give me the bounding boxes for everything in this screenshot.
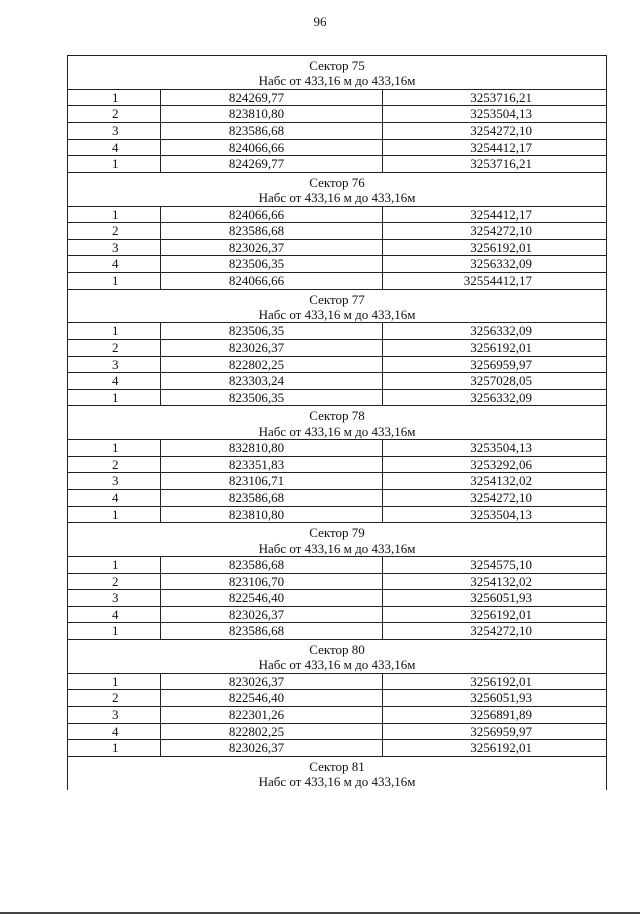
sector-header	[68, 639, 607, 673]
sector-header-row	[68, 289, 607, 323]
sector-elevation: Набс от 433,16 м до 433,16м	[258, 190, 416, 206]
coordinate-x: 823026,37	[161, 606, 383, 623]
point-number: 1	[68, 556, 161, 573]
coordinate-y: 3256332,09	[383, 389, 607, 406]
point-number: 1	[68, 272, 161, 289]
coordinate-y: 3256891,89	[383, 706, 607, 723]
point-number: 3	[68, 590, 161, 607]
table-row	[68, 673, 607, 690]
sector-title: Сектор 77	[309, 291, 365, 307]
point-number: 1	[68, 623, 161, 640]
sector-elevation: Набс от 433,16 м до 433,16м	[258, 540, 416, 556]
sector-title: Сектор 79	[309, 525, 365, 541]
coordinate-x: 823586,68	[161, 223, 383, 240]
point-number: 4	[68, 139, 161, 156]
sector-title: Сектор 80	[309, 641, 365, 657]
coordinates-table	[67, 55, 607, 790]
coordinate-y: 3256332,09	[383, 323, 607, 340]
sector-header-row	[68, 56, 607, 90]
table-row	[68, 740, 607, 757]
coordinate-y: 3254132,02	[383, 573, 607, 590]
point-number: 2	[68, 573, 161, 590]
point-number: 4	[68, 373, 161, 390]
coordinate-y: 3254272,10	[383, 123, 607, 140]
coordinate-x: 824269,77	[161, 156, 383, 173]
point-number: 1	[68, 206, 161, 223]
point-number: 3	[68, 239, 161, 256]
coordinate-y: 3254272,10	[383, 623, 607, 640]
sector-header-row	[68, 406, 607, 440]
coordinate-y: 3256332,09	[383, 256, 607, 273]
coordinate-x: 823303,24	[161, 373, 383, 390]
point-number: 1	[68, 506, 161, 523]
point-number: 1	[68, 323, 161, 340]
table-row	[68, 356, 607, 373]
coordinate-y: 3256192,01	[383, 673, 607, 690]
sector-elevation: Набс от 433,16 м до 433,16м	[258, 73, 416, 89]
point-number: 1	[68, 89, 161, 106]
coordinate-x: 822546,40	[161, 590, 383, 607]
coordinate-x: 824066,66	[161, 272, 383, 289]
table-row	[68, 473, 607, 490]
table-row	[68, 139, 607, 156]
coordinate-x: 823586,68	[161, 556, 383, 573]
table-row	[68, 506, 607, 523]
sector-header	[68, 523, 607, 557]
sector-title: Сектор 78	[309, 408, 365, 424]
coordinate-x: 822802,25	[161, 356, 383, 373]
coordinate-y: 3256959,97	[383, 723, 607, 740]
coordinate-y: 32554412,17	[383, 272, 607, 289]
table-row	[68, 106, 607, 123]
coordinate-x: 823810,80	[161, 106, 383, 123]
sector-elevation: Набс от 433,16 м до 433,16м	[258, 774, 416, 790]
coordinate-x: 824269,77	[161, 89, 383, 106]
point-number: 2	[68, 690, 161, 707]
table-row	[68, 223, 607, 240]
coordinate-y: 3257028,05	[383, 373, 607, 390]
coordinate-x: 822301,26	[161, 706, 383, 723]
coordinate-x: 823026,37	[161, 673, 383, 690]
coordinate-y: 3253504,13	[383, 506, 607, 523]
coordinate-y: 3256051,93	[383, 690, 607, 707]
point-number: 2	[68, 106, 161, 123]
coordinate-x: 823586,68	[161, 489, 383, 506]
coordinate-x: 822802,25	[161, 723, 383, 740]
coordinate-x: 823506,35	[161, 256, 383, 273]
point-number: 2	[68, 456, 161, 473]
sector-header-row	[68, 639, 607, 673]
table-row	[68, 389, 607, 406]
sector-elevation: Набс от 433,16 м до 433,16м	[258, 657, 416, 673]
coordinate-x: 823026,37	[161, 339, 383, 356]
coordinate-y: 3256192,01	[383, 740, 607, 757]
point-number: 2	[68, 223, 161, 240]
point-number: 4	[68, 723, 161, 740]
coordinate-y: 3256959,97	[383, 356, 607, 373]
coordinate-x: 822546,40	[161, 690, 383, 707]
table-row	[68, 206, 607, 223]
coordinate-y: 3254412,17	[383, 139, 607, 156]
table-row	[68, 323, 607, 340]
sector-header-row	[68, 523, 607, 557]
sector-header	[68, 56, 607, 90]
table-row	[68, 723, 607, 740]
point-number: 1	[68, 389, 161, 406]
sector-title: Сектор 76	[309, 174, 365, 190]
table-row	[68, 606, 607, 623]
table-row	[68, 573, 607, 590]
sector-header-row	[68, 172, 607, 206]
table-row	[68, 623, 607, 640]
point-number: 4	[68, 489, 161, 506]
coordinate-y: 3254412,17	[383, 206, 607, 223]
coordinate-y: 3256051,93	[383, 590, 607, 607]
coordinate-y: 3254575,10	[383, 556, 607, 573]
coordinate-x: 823586,68	[161, 623, 383, 640]
table-row	[68, 373, 607, 390]
table-row	[68, 256, 607, 273]
sector-elevation: Набс от 433,16 м до 433,16м	[258, 423, 416, 439]
point-number: 1	[68, 156, 161, 173]
table-row	[68, 456, 607, 473]
point-number: 3	[68, 123, 161, 140]
point-number: 4	[68, 256, 161, 273]
coordinate-y: 3253292,06	[383, 456, 607, 473]
point-number: 3	[68, 706, 161, 723]
table-row	[68, 590, 607, 607]
sector-header	[68, 406, 607, 440]
coordinate-y: 3254132,02	[383, 473, 607, 490]
coordinate-x: 823026,37	[161, 239, 383, 256]
table-row	[68, 706, 607, 723]
coordinate-x: 823351,83	[161, 456, 383, 473]
table-row	[68, 156, 607, 173]
coordinate-x: 823810,80	[161, 506, 383, 523]
sector-header	[68, 756, 607, 789]
point-number: 1	[68, 740, 161, 757]
point-number: 1	[68, 440, 161, 457]
table-row	[68, 440, 607, 457]
table-row	[68, 489, 607, 506]
table-row	[68, 239, 607, 256]
point-number: 3	[68, 356, 161, 373]
sector-header	[68, 289, 607, 323]
coordinate-x: 823106,70	[161, 573, 383, 590]
sector-title: Сектор 75	[309, 58, 365, 73]
point-number: 4	[68, 606, 161, 623]
coordinate-x: 823506,35	[161, 389, 383, 406]
coordinate-x: 823586,68	[161, 123, 383, 140]
sector-header	[68, 172, 607, 206]
table-row	[68, 123, 607, 140]
table-row	[68, 272, 607, 289]
sector-title: Сектор 81	[309, 758, 365, 774]
coordinate-y: 3256192,01	[383, 339, 607, 356]
coordinate-y: 3253716,21	[383, 89, 607, 106]
page-number: 96	[313, 14, 327, 29]
coordinate-x: 832810,80	[161, 440, 383, 457]
coordinate-y: 3256192,01	[383, 606, 607, 623]
table-row	[68, 89, 607, 106]
coordinate-x: 823506,35	[161, 323, 383, 340]
coordinate-y: 3253504,13	[383, 106, 607, 123]
point-number: 2	[68, 339, 161, 356]
coordinate-y: 3253716,21	[383, 156, 607, 173]
coordinate-x: 823106,71	[161, 473, 383, 490]
coordinate-x: 823026,37	[161, 740, 383, 757]
coordinate-y: 3253504,13	[383, 440, 607, 457]
table-row	[68, 339, 607, 356]
point-number: 1	[68, 673, 161, 690]
point-number: 3	[68, 473, 161, 490]
table-row	[68, 556, 607, 573]
sector-elevation: Набс от 433,16 м до 433,16м	[258, 306, 416, 322]
table-row	[68, 690, 607, 707]
coordinate-x: 824066,66	[161, 139, 383, 156]
coordinate-x: 824066,66	[161, 206, 383, 223]
coordinate-y: 3254272,10	[383, 489, 607, 506]
page-bottom-edge	[0, 912, 640, 914]
sector-header-row	[68, 756, 607, 789]
coordinate-y: 3256192,01	[383, 239, 607, 256]
coordinate-y: 3254272,10	[383, 223, 607, 240]
